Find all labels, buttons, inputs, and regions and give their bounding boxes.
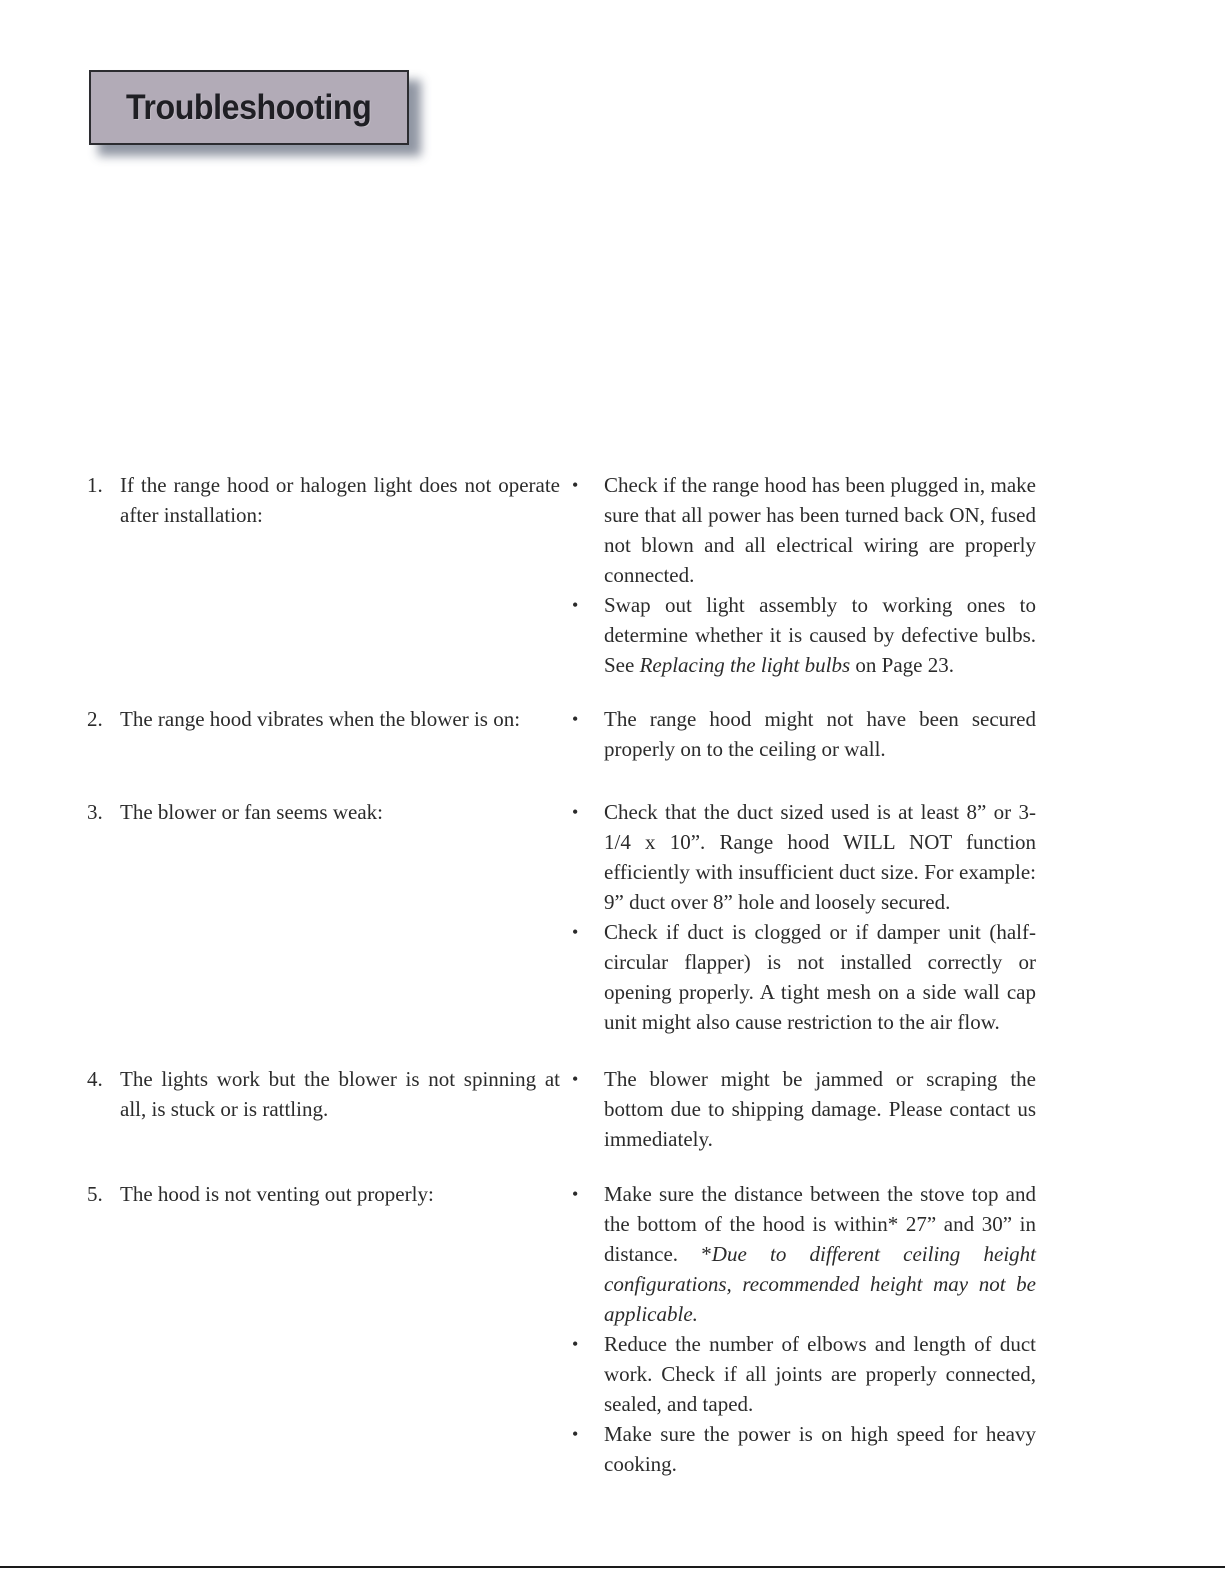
bullet-icon: •: [572, 922, 579, 942]
solution-bullet: [570, 1179, 1036, 1329]
solution-list: [570, 470, 1036, 680]
solution-list: [570, 797, 1036, 1037]
solution-bullet: [570, 917, 1036, 1037]
solution-bullet: [570, 1419, 1036, 1479]
problem-text: The range hood vibrates when the blower is on:: [120, 707, 521, 731]
solution-bullet: [570, 470, 1036, 590]
solution-text: Check that the duct sized used is at least 8” or 3-1/4 x 10”. Range hood WILL NOT function efficiently with insufficient duct size. For example: 9” duct over 8” hole and loosely secured.: [604, 800, 1036, 914]
page-reference: Replacing the light bulbs: [639, 653, 851, 677]
title-box: [89, 70, 409, 145]
item-number: 1.: [87, 473, 103, 497]
solution-bullet: [570, 1329, 1036, 1419]
problem-text: The blower or fan seems weak:: [120, 800, 383, 824]
bullet-icon: •: [572, 1184, 579, 1204]
page-bottom-rule: [0, 1566, 1225, 1568]
solution-list: [570, 704, 1036, 764]
solution-text: Check if the range hood has been plugged in, make sure that all power has been turned back ON, fused not blown and all electrical wiring are properly connected.: [604, 473, 1036, 587]
item-number: 3.: [87, 800, 103, 824]
solution-text: on Page 23.: [850, 653, 954, 677]
bullet-icon: •: [572, 595, 579, 615]
solution-text: Check if duct is clogged or if damper unit (half-circular flapper) is not installed correctly or opening properly. A tight mesh on a side wall cap unit might also cause restriction to the air flow.: [604, 920, 1036, 1034]
footnote-text: Due to different ceiling height configurations, recommended height may not be applicable.: [604, 1242, 1036, 1326]
solution-list: [570, 1064, 1036, 1154]
bullet-icon: •: [572, 1069, 579, 1089]
solution-bullet: [570, 797, 1036, 917]
solution-bullet: [570, 1064, 1036, 1154]
problem-text: If the range hood or halogen light does not operate after installation:: [120, 473, 560, 527]
bullet-icon: •: [572, 475, 579, 495]
bullet-icon: •: [572, 1334, 579, 1354]
problem-text: The hood is not venting out properly:: [120, 1182, 434, 1206]
solution-text: The blower might be jammed or scraping the bottom due to shipping damage. Please contact us immediately.: [604, 1067, 1036, 1151]
solution-list: [570, 1179, 1036, 1479]
solution-text: Swap out light assembly to working ones to determine whether it is caused by defective bulbs. See: [604, 593, 1036, 677]
bullet-icon: •: [572, 1424, 579, 1444]
solution-bullet: [570, 704, 1036, 764]
item-number: 4.: [87, 1067, 103, 1091]
bullet-icon: •: [572, 709, 579, 729]
item-number: 5.: [87, 1182, 103, 1206]
solution-text: The range hood might not have been secured properly on to the ceiling or wall.: [604, 707, 1036, 761]
problem-text: The lights work but the blower is not spinning at all, is stuck or is rattling.: [120, 1067, 560, 1121]
page-title: Troubleshooting: [126, 87, 372, 127]
solution-text: Reduce the number of elbows and length of duct work. Check if all joints are properly connected, sealed, and taped.: [604, 1332, 1036, 1416]
bullet-icon: •: [572, 802, 579, 822]
solution-text: Make sure the power is on high speed for heavy cooking.: [604, 1422, 1036, 1476]
item-number: 2.: [87, 707, 103, 731]
solution-bullet: [570, 590, 1036, 680]
solution-text: Make sure the distance between the stove top and the bottom of the hood is within* 27” and 30” in distance. *: [604, 1182, 1036, 1266]
